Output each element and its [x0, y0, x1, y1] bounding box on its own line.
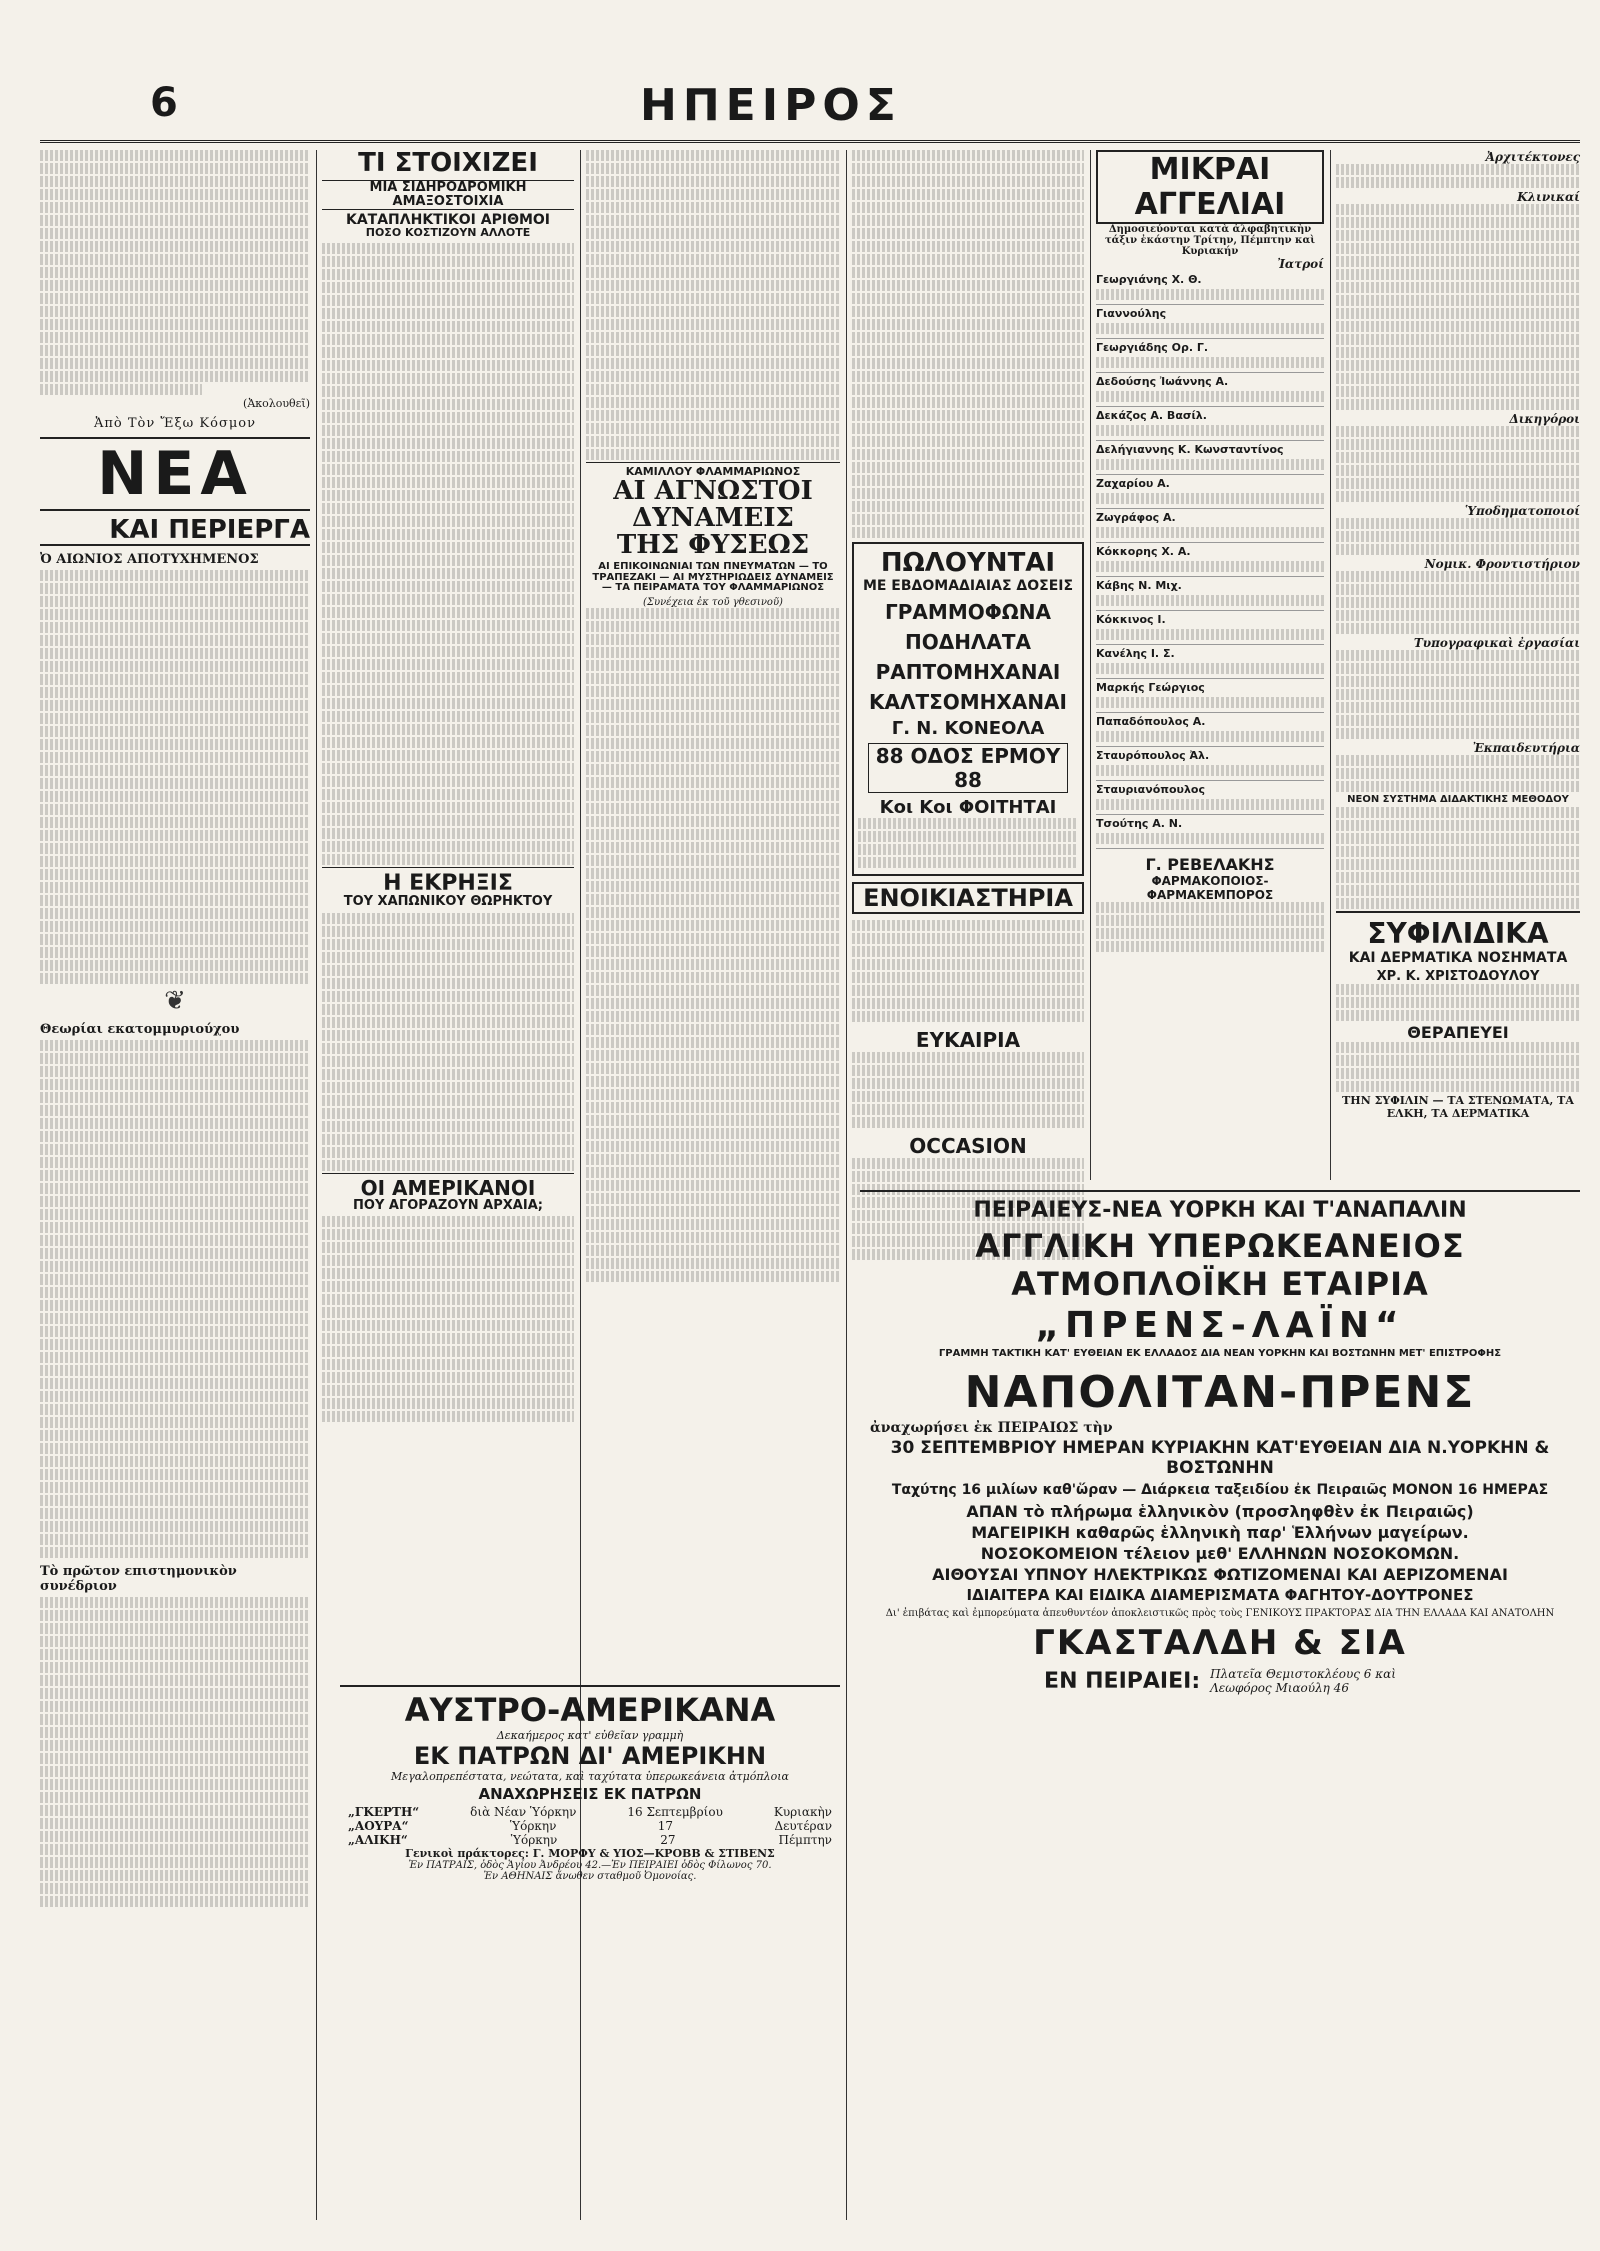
- article-subheadline: ΤΟΥ ΧΑΠΩΝΙΚΟΥ ΘΩΡΗΚΤΟΥ: [343, 893, 553, 909]
- doctor-entry: [1096, 815, 1324, 849]
- ad-tail: ΤΗΝ ΣΥΦΙΛΙΝ — ΤΑ ΣΤΕΝΩΜΑΤΑ, ΤΑ ΕΛΚΗ, ΤΑ ΔΕΡΜΑΤΙΚΑ: [1342, 1094, 1574, 1120]
- ad-address-line: Πλατεῖα Θεμιστοκλέους 6 καὶ: [1210, 1667, 1396, 1681]
- doctor-name: Τσούτης Α. Ν.: [1096, 817, 1183, 830]
- departure-row: [340, 1833, 840, 1847]
- departure-ship: „ΑΟΥΡΑ“: [348, 1819, 409, 1833]
- ad-speed: Ταχύτης 16 μιλίων καθ'ὥραν — Διάρκεια ταξειδίου ἐκ Πειραιῶς ΜΟΝΟΝ 16 ΗΜΕΡΑΣ: [891, 1482, 1549, 1498]
- ad-subtitle: ΜΕ ΕΒΔΟΜΑΔΙΑΙΑΣ ΔΟΣΕΙΣ: [862, 578, 1074, 594]
- doctor-entry: [1096, 679, 1324, 713]
- column-rule: [580, 150, 581, 2220]
- ad-heal: ΘΕΡΑΠΕΥΕΙ: [1407, 1023, 1509, 1042]
- ad-place: ΕΝ ΠΕΙΡΑΙΕΙ:: [1044, 1668, 1201, 1694]
- ad-agents: Γενικοὶ πράκτορες: Γ. ΜΟΡΦΥ & ΥΙΟΣ—ΚΡΟΒΒ & ΣΤΙΒΕΝΣ: [405, 1847, 775, 1860]
- doctor-name: Κόκκορης Χ. Α.: [1096, 545, 1191, 558]
- category-heading: Δικηγόροι: [1509, 412, 1580, 426]
- doctor-entry: [1096, 271, 1324, 305]
- column-rule: [1330, 150, 1331, 1180]
- departure-day: Κυριακὴν: [773, 1805, 832, 1819]
- masthead: [40, 80, 1580, 143]
- category-heading: Τυπογραφικαὶ ἐργασίαι: [1413, 636, 1580, 650]
- ad-agent-name: ΓΚΑΣΤΑΛΔΗ & ΣΙΑ: [1033, 1623, 1407, 1663]
- section-title: ΝΕΑ: [40, 437, 310, 511]
- departure-day: Πέμπτην: [778, 1833, 832, 1847]
- article-subheadline: ΚΑΤΑΠΛΗΚΤΙΚΟΙ ΑΡΙΘΜΟΙ: [345, 211, 551, 228]
- doctor-entry: [1096, 645, 1324, 679]
- category-heading: Ἐκπαιδευτήρια: [1472, 741, 1580, 755]
- section-kicker: Ἀπὸ Τὸν Ἔξω Κόσμον: [93, 416, 256, 431]
- small-ads-subheading: Δημοσιεύονται κατὰ ἀλφαβητικὴν τάξιν ἐκάστην Τρίτην, Πέμπτην καὶ Κυριακήν: [1104, 224, 1316, 257]
- category-heading: Ἀρχιτέκτονες: [1485, 150, 1580, 164]
- continued-note: (Συνέχεια ἐκ τοῦ γθεσινοῦ): [643, 596, 783, 608]
- ad-kitchen: ΜΑΓΕΙΡΙΚΗ καθαρῶς ἑλληνικὴ παρ' Ἑλλήνων μαγείρων.: [971, 1523, 1469, 1542]
- doctor-entry: [1096, 713, 1324, 747]
- newspaper-page: [40, 20, 1580, 2230]
- doctor-entry: [1096, 747, 1324, 781]
- doctor-name: Σταυρόπουλος Ἀλ.: [1096, 749, 1210, 762]
- doctor-name: Ζαχαρίου Α.: [1096, 477, 1170, 490]
- doctor-entry: [1096, 611, 1324, 645]
- departures-list: [340, 1805, 840, 1847]
- ad-shop-name: Γ. Ν. ΚΟΝΕΟΛΑ: [891, 718, 1045, 739]
- doctor-name: Κανέλης Ι. Σ.: [1096, 647, 1175, 660]
- doctor-name: Δελήγιαννης Κ. Κωνσταντίνος: [1096, 443, 1284, 456]
- article-subheadline: ΠΟΥ ΑΓΟΡΑΖΟΥΝ ΑΡΧΑΙΑ;: [353, 1197, 543, 1213]
- doctors-heading: Ἰατροί: [1277, 257, 1324, 271]
- doctor-entry: [1096, 441, 1324, 475]
- doctor-entry: [1096, 305, 1324, 339]
- article-headline: ΑΙ ΑΓΝΩΣΤΟΙ ΔΥΝΑΜΕΙΣ: [613, 475, 813, 533]
- column-rule: [316, 150, 317, 2220]
- column-3: [586, 150, 840, 1170]
- category-heading: ΝΕΟΝ ΣΥΣΤΗΜΑ ΔΙΔΑΚΤΙΚΗΣ ΜΕΘΟΔΟΥ: [1347, 794, 1569, 805]
- ad-title: Γ. ΡΕΒΕΛΑΚΗΣ: [1145, 855, 1275, 874]
- doctors-list: [1096, 271, 1324, 849]
- article-headline: Η ΕΚΡΗΞΙΣ: [322, 867, 574, 895]
- ad-address-line: Λεωφόρος Μιαούλη 46: [1210, 1681, 1349, 1695]
- category-heading: Ὑποδηματοποιοί: [1464, 504, 1580, 518]
- ad-title: ΠΩΛΟΥΝΤΑΙ: [880, 548, 1056, 578]
- ad-audience: Κοι Κοι ΦΟΙΤΗΤΑΙ: [879, 797, 1057, 818]
- ad-subtitle: ΦΑΡΜΑΚΟΠΟΙΟΣ-ΦΑΡΜΑΚΕΜΠΟΡΟΣ: [1146, 874, 1274, 902]
- article-subheadline: ΜΙΑ ΣΙΔΗΡΟΔΡΟΜΙΚΗ ΑΜΑΞΟΣΤΟΙΧΙΑ: [322, 180, 574, 209]
- ad-subtitle: ΚΑΙ ΔΕΡΜΑΤΙΚΑ ΝΟΣΗΜΑΤΑ: [1348, 950, 1568, 966]
- shipping-ad-austro: [340, 1685, 840, 1881]
- ad-doctor: ΧΡ. Κ. ΧΡΙΣΤΟΔΟΥΛΟΥ: [1376, 969, 1540, 984]
- departures-heading: ΑΝΑΧΩΡΗΣΕΙΣ ΕΚ ΠΑΤΡΩΝ: [478, 1785, 702, 1803]
- classified-heading: ΕΝΟΙΚΙΑΣΤΗΡΙΑ: [852, 882, 1084, 914]
- departure-ship: „ΓΚΕΡΤΗ“: [348, 1805, 420, 1819]
- doctor-name: Δεκάζος Α. Βασίλ.: [1096, 409, 1207, 422]
- column-6: [1336, 150, 1580, 1180]
- doctor-name: Παπαδόπουλος Α.: [1096, 715, 1206, 728]
- departure-ship: „ΑΛΙΚΗ“: [348, 1833, 408, 1847]
- article-title: Θεωρίαι εκατομμυριούχου: [40, 1022, 240, 1038]
- doctor-name: Γιαννούλης: [1096, 307, 1167, 320]
- departure-dest: διὰ Νέαν Ὑόρκην: [470, 1805, 577, 1819]
- doctor-entry: [1096, 373, 1324, 407]
- doctor-name: Ζωγράφος Α.: [1096, 511, 1176, 524]
- doctor-entry: [1096, 509, 1324, 543]
- departure-dest: Ὑόρκην: [510, 1833, 558, 1847]
- ad-sale: [852, 542, 1084, 876]
- doctor-entry: [1096, 475, 1324, 509]
- ad-item: ΓΡΑΜΜΟΦΩΝΑ: [885, 600, 1051, 624]
- doctor-name: Σταυριανόπουλος: [1096, 783, 1206, 796]
- ad-item: ΚΑΛΤΣΟΜΗΧΑΝΑΙ: [869, 690, 1067, 714]
- ad-date: 30 ΣΕΠΤΕΜΒΡΙΟΥ ΗΜΕΡΑΝ ΚΥΡΙΑΚΗΝ ΚΑΤ'ΕΥΘΕΙΑΝ ΔΙΑ Ν.ΥΟΡΚΗΝ & ΒΟΣΤΩΝΗΝ: [890, 1438, 1550, 1478]
- ad-dining: ΙΔΙΑΙΤΕΡΑ ΚΑΙ ΕΙΔΙΚΑ ΔΙΑΜΕΡΙΣΜΑΤΑ ΦΑΓΗΤΟΥ-ΔΟΥΤΡΟΝΕΣ: [966, 1586, 1474, 1604]
- doctor-name: Γεωργιάδης Ορ. Γ.: [1096, 341, 1209, 354]
- doctor-entry: [1096, 781, 1324, 815]
- classified-heading: ΕΥΚΑΙΡΙΑ: [915, 1028, 1021, 1052]
- ad-address-block: [860, 1667, 1580, 1695]
- column-rule: [1090, 150, 1091, 1180]
- departure-date: 17: [657, 1819, 674, 1833]
- page-number: 6: [150, 80, 178, 126]
- doctor-name: Μαρκής Γεώργιος: [1096, 681, 1205, 694]
- doctor-entry: [1096, 543, 1324, 577]
- doctor-name: Γεωργιάνης Χ. Θ.: [1096, 273, 1202, 286]
- ad-crew: ΑΠΑΝ τὸ πλήρωμα ἑλληνικὸν (προσληφθὲν ἐκ Πειραιῶς): [966, 1502, 1474, 1521]
- ad-title: ΑΥΣΤΡΟ-ΑΜΕΡΙΚΑΝΑ: [404, 1691, 776, 1729]
- article-subheadline: ΑΙ ΕΠΙΚΟΙΝΩΝΙΑΙ ΤΩΝ ΠΝΕΥΜΑΤΩΝ — ΤΟ ΤΡΑΠΕΖΑΚΙ — ΑΙ ΜΥΣΤΗΡΙΩΔΕΙΣ ΔΥΝΑΜΕΙΣ — ΤΑ ΠΕΙΡΑΜΑΤΑ ΤΟΥ ΦΛΑΜΜΑΡΙΩΝΟΣ: [592, 561, 834, 594]
- ad-departs: ἀναχωρήσει ἐκ ΠΕΙΡΑΙΩΣ τὴν: [870, 1420, 1113, 1436]
- departure-day: Δευτέραν: [774, 1819, 832, 1833]
- ad-line-name: „ΠΡΕΝΣ-ΛΑΪΝ“: [1035, 1305, 1405, 1346]
- ad-ship-name: ΝΑΠΟΛΙΤΑΝ-ΠΡΕΝΣ: [964, 1367, 1476, 1418]
- doctor-entry: [1096, 407, 1324, 441]
- category-heading: Κλινικαί: [1517, 190, 1580, 204]
- ad-route: ΕΚ ΠΑΤΡΩΝ ΔΙ' ΑΜΕΡΙΚΗΝ: [413, 1742, 767, 1770]
- article-headline: ΤΙ ΣΤΟΙΧΙΖΕΙ: [358, 148, 538, 178]
- column-5: [1096, 150, 1324, 1180]
- departure-date: 16 Σεπτεμβρίου: [627, 1805, 723, 1819]
- departure-dest: Ὑόρκην: [509, 1819, 557, 1833]
- ad-address-athens: Ἐν ΑΘΗΝΑΙΣ ἄνωθεν σταθμοῦ Ὀμονοίας.: [483, 1871, 697, 1882]
- ad-item: ΠΟΔΗΛΑΤΑ: [904, 630, 1032, 654]
- story-continued: (Ἀκολουθεῖ): [243, 397, 310, 410]
- departure-row: [340, 1805, 840, 1819]
- article-title: Τὸ πρῶτον επιστημονικὸν συνέδριον: [40, 1564, 237, 1595]
- section-subtitle: ΚΑΙ ΠΕΡΙΕΡΓΑ: [40, 517, 310, 546]
- classified-heading: OCCASION: [909, 1134, 1027, 1158]
- article-headline-2: ΤΗΣ ΦΥΣΕΩΣ: [616, 530, 810, 561]
- departure-date: 27: [660, 1833, 676, 1847]
- doctor-name: Κόκκινος Ι.: [1096, 613, 1166, 626]
- doctor-name: Δεδούσης Ἰωάννης Α.: [1096, 375, 1229, 388]
- ad-hospital: ΝΟΣΟΚΟΜΕΙΟΝ τέλειον μεθ' ΕΛΛΗΝΩΝ ΝΟΣΟΚΟΜΩΝ.: [980, 1544, 1460, 1563]
- article-author: ΚΑΜΙΛΛΟΥ ΦΛΑΜΜΑΡΙΩΝΟΣ: [586, 462, 840, 478]
- ad-rooms: ΑΙΘΟΥΣΑΙ ΥΠΝΟΥ ΗΛΕΚΤΡΙΚΩΣ ΦΩΤΙΖΟΜΕΝΑΙ ΚΑΙ ΑΕΡΙΖΟΜΕΝΑΙ: [932, 1565, 1508, 1584]
- column-rule: [846, 150, 847, 2220]
- ad-agents-note: Δι' ἐπιβάτας καὶ ἐμπορεύματα ἀπευθυντέον ἀποκλειστικῶς πρὸς τοὺς ΓΕΝΙΚΟΥΣ ΠΡΑΚΤΟΡΑΣ ΔΙΑ ΤΗΝ ΕΛΛΑΔΑ ΚΑΙ ΑΝΑΤΟΛΗΝ: [885, 1608, 1555, 1619]
- doctor-entry: [1096, 577, 1324, 611]
- ad-address-patras: Ἐν ΠΑΤΡΑΙΣ, ὁδὸς Ἁγίου Ἀνδρέου 42.—Ἐν ΠΕΙΡΑΙΕΙ ὁδὸς Φίλωνος 70.: [408, 1860, 772, 1871]
- ad-service: ΓΡΑΜΜΗ ΤΑΚΤΙΚΗ ΚΑΤ' ΕΥΘΕΙΑΝ ΕΚ ΕΛΛΑΔΟΣ ΔΙΑ ΝΕΑΝ ΥΟΡΚΗΝ ΚΑΙ ΒΟΣΤΩΝΗΝ ΜΕΤ' ΕΠΙΣΤΡΟΦΗΣ: [938, 1348, 1502, 1359]
- ad-address: 88 ΟΔΟΣ ΕΡΜΟΥ 88: [868, 743, 1068, 793]
- ornament-icon: ❦: [164, 986, 186, 1017]
- doctor-name: Κάβης Ν. Μιχ.: [1096, 579, 1182, 592]
- ad-route: ΠΕΙΡΑΙΕΥΣ-ΝΕΑ ΥΟΡΚΗ ΚΑΙ Τ'ΑΝΑΠΑΛΙΝ: [973, 1198, 1467, 1223]
- article-title: Ὀ ΑΙΩΝΙΟΣ ΑΠΟΤΥΧΗΜΕΝΟΣ: [40, 552, 259, 568]
- ad-item: ΡΑΠΤΟΜΗΧΑΝΑΙ: [875, 660, 1061, 684]
- category-heading: Νομικ. Φροντιστήριον: [1424, 557, 1580, 571]
- ad-company: ΑΓΓΛΙΚΗ ΥΠΕΡΩΚΕΑΝΕΙΟΣ ΑΤΜΟΠΛΟΪΚΗ ΕΤΑΙΡΙΑ: [975, 1227, 1465, 1303]
- article-subheadline: ΠΟΣΟ ΚΟΣΤΙΖΟΥΝ ΑΛΛΟΤΕ: [365, 226, 531, 240]
- ad-description: Μεγαλοπρεπέστατα, νεώτατα, καὶ ταχύτατα ὑπερωκεάνεια ἀτμόπλοια: [391, 1770, 789, 1783]
- ad-title: ΣΥΦΙΛΙΔΙΚΑ: [1336, 911, 1580, 950]
- column-1: [40, 150, 310, 2220]
- shipping-ad-prince-line: [860, 1190, 1580, 2228]
- departure-row: [340, 1819, 840, 1833]
- column-2: [322, 148, 574, 1213]
- small-ads-heading: ΜΙΚΡΑΙ ΑΓΓΕΛΙΑΙ: [1096, 150, 1324, 224]
- newspaper-title: ΗΠΕΙΡΟΣ: [640, 80, 902, 131]
- ad-tagline: Δεκαήμερος κατ' εὐθεῖαν γραμμὴ: [496, 1729, 684, 1742]
- article-headline: ΟΙ ΑΜΕΡΙΚΑΝΟΙ: [322, 1173, 574, 1199]
- doctor-entry: [1096, 339, 1324, 373]
